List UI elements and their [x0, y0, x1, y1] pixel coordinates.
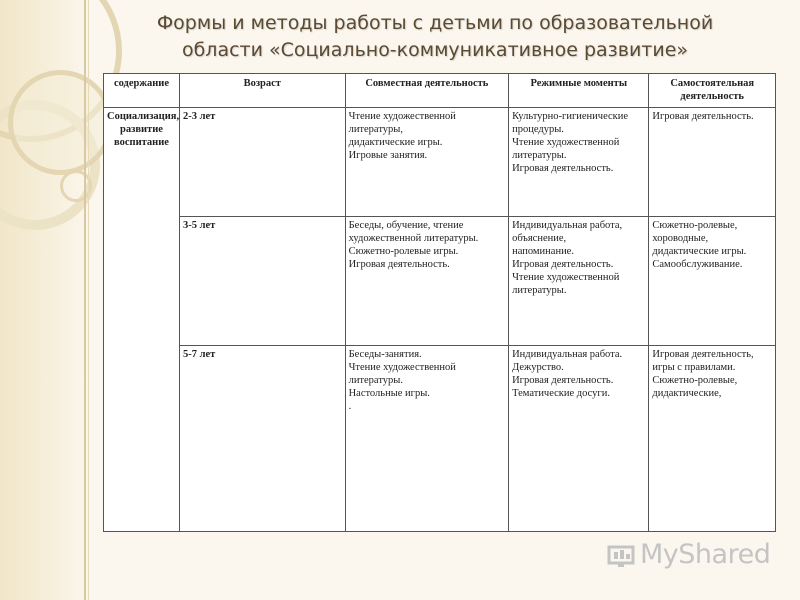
cell-line: Игровая деятельность.: [348, 259, 450, 270]
table-row: [104, 217, 776, 346]
decorative-ring: [8, 70, 113, 175]
age-cell: 3-5 лет: [179, 217, 345, 346]
cell-line: Игровая деятельность.: [512, 163, 614, 174]
myshared-watermark: [606, 538, 770, 570]
independent-cell: [649, 217, 776, 346]
cell-line: .: [348, 401, 352, 412]
decorative-divider: [88, 0, 89, 600]
independent-cell: [649, 346, 776, 532]
methods-table: [103, 73, 776, 532]
independent-cell: [649, 108, 776, 217]
cell-line: напоминание.: [512, 246, 574, 257]
decorative-divider: [84, 0, 86, 600]
cell-line: Чтение художественной литературы.: [512, 272, 620, 296]
cell-line: Игровая деятельность.: [652, 111, 754, 122]
header-independent-activity: Самостоятельная деятельность: [649, 74, 776, 108]
slide-title-line-2: области «Социально-коммуникативное развитие»: [181, 39, 689, 61]
cell-line: Игровая деятельность.: [512, 375, 614, 386]
joint-cell: [345, 346, 509, 532]
header-routine-moments: Режимные моменты: [509, 74, 649, 108]
table-header-row: [104, 74, 776, 108]
cell-line: Беседы, обучение, чтение художественной литературы.: [348, 220, 479, 244]
age-cell: 5-7 лет: [179, 346, 345, 532]
cell-line: Игровая деятельность.: [512, 259, 614, 270]
header-joint-activity: Совместная деятельность: [345, 74, 509, 108]
joint-cell: [345, 217, 509, 346]
cell-line: Сюжетно-ролевые, дидактические,: [652, 375, 738, 399]
table-row: [104, 108, 776, 217]
routine-cell: [509, 217, 649, 346]
table-row: [104, 346, 776, 532]
cell-line: дидактические игры.: [348, 137, 443, 148]
routine-cell: [509, 346, 649, 532]
cell-line: Чтение художественной литературы.: [348, 362, 456, 386]
cell-line: Настольные игры.: [348, 388, 430, 399]
routine-cell: [509, 108, 649, 217]
myshared-logo-icon: [606, 539, 636, 569]
cell-line: Игровая деятельность, игры с правилами.: [652, 349, 754, 373]
cell-line: Сюжетно-ролевые игры.: [348, 246, 459, 257]
header-content: содержание: [104, 74, 180, 108]
cell-line: объяснение,: [512, 233, 567, 244]
cell-line: Чтение художественной литературы.: [512, 137, 620, 161]
cell-line: Игровые занятия.: [348, 150, 428, 161]
cell-line: Самообслуживание.: [652, 259, 743, 270]
myshared-text: MyShared: [640, 538, 771, 570]
area-label: Социализация, развитие воспитание: [104, 108, 180, 532]
slide-title-line-1: Формы и методы работы с детьми по образовательной: [156, 12, 714, 34]
slide-title: [95, 10, 775, 64]
cell-line: Беседы-занятия.: [348, 349, 422, 360]
cell-line: Сюжетно-ролевые, хороводные, дидактические игры.: [652, 220, 747, 257]
cell-line: Тематические досуги.: [512, 388, 610, 399]
joint-cell: [345, 108, 509, 217]
cell-line: Чтение художественной литературы,: [348, 111, 456, 135]
cell-line: Индивидуальная работа. Дежурство.: [512, 349, 623, 373]
header-age: Возраст: [179, 74, 345, 108]
cell-line: Культурно-гигиенические процедуры.: [512, 111, 629, 135]
cell-line: Индивидуальная работа,: [512, 220, 623, 231]
age-cell: 2-3 лет: [179, 108, 345, 217]
